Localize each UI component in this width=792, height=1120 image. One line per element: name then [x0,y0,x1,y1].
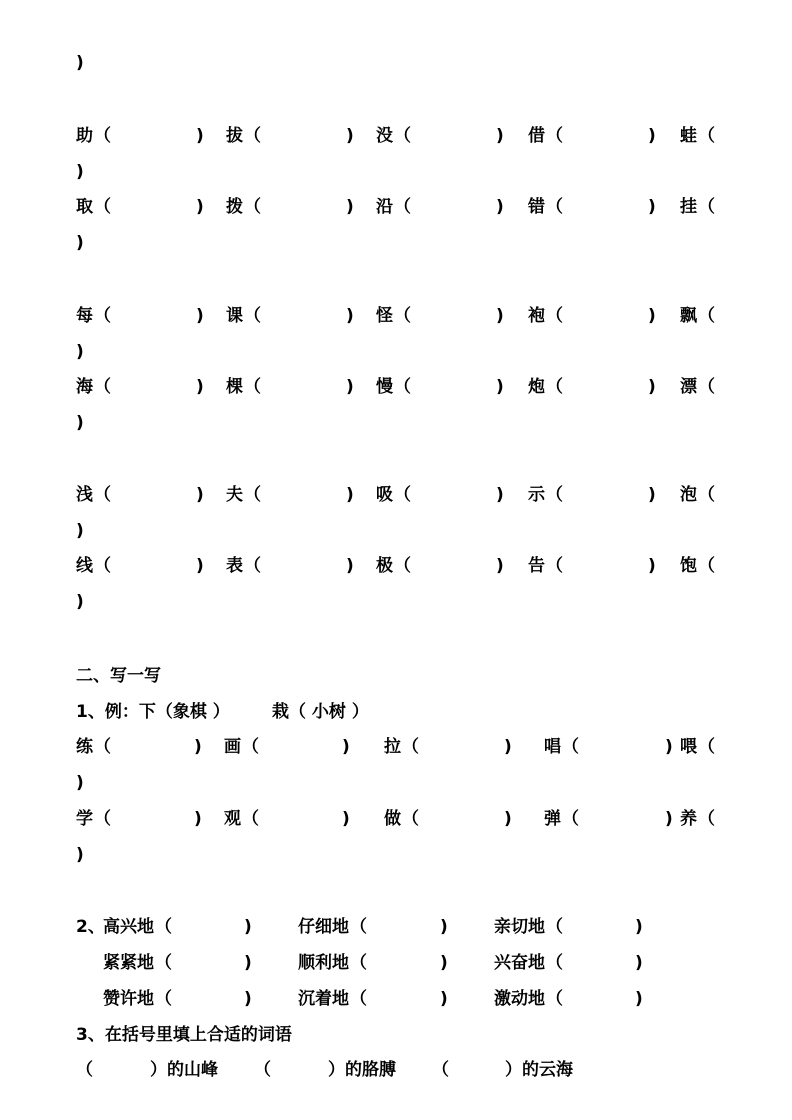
close-paren: ) [244,917,252,937]
close-paren: ) [648,126,656,146]
char-prompt: 吸 [376,485,393,505]
close-paren: ) [196,556,204,576]
close-paren: ) [196,126,204,146]
char-prompt: 极 [376,556,393,576]
char-prompt: 慢 [376,377,393,397]
close-paren: ) [346,197,354,217]
char-prompt: 唱 [544,737,561,757]
open-paren: （ [698,737,715,757]
close-paren: ) [196,197,204,217]
close-paren: ) [196,377,204,397]
char-prompt: 借 [528,126,545,146]
char-prompt: 错 [528,197,545,217]
close-paren: ) [342,809,350,829]
close-paren: ) [196,306,204,326]
close-paren: ) [496,126,504,146]
close-paren: ) [440,953,448,973]
char-prompt: 取 [76,197,93,217]
open-paren: （ [546,917,563,937]
char-prompt: 学 [76,809,93,829]
continued-paren: ) [76,53,84,73]
close-paren: ) [244,953,252,973]
close-paren: ) [496,556,504,576]
open-paren: （ [350,917,367,937]
open-paren: （ [350,989,367,1009]
open-paren: （ [244,197,261,217]
open-paren: （ [394,377,411,397]
wrapped-close-paren: ) [76,773,84,793]
close-paren: ) [496,197,504,217]
char-prompt: 怪 [376,306,393,326]
phrase-suffix: ）的胳膊 [328,1060,396,1080]
phrase-suffix: ）的山峰 [150,1060,218,1080]
close-paren: ) [496,306,504,326]
close-paren: ) [648,377,656,397]
close-paren: ) [648,556,656,576]
open-paren: （ [244,126,261,146]
open-paren: （ [546,197,563,217]
open-paren: （ [698,809,715,829]
open-paren: （ [394,485,411,505]
char-prompt: 拔 [226,126,243,146]
open-paren: （ [402,737,419,757]
open-paren: （ [155,917,172,937]
open-paren: （ [244,377,261,397]
adverb-prompt: 仔细地 [298,917,349,937]
char-prompt: 蛙 [680,126,697,146]
open-paren: （ [394,197,411,217]
char-prompt: 做 [384,809,401,829]
open-paren: （ [94,377,111,397]
open-paren: （ [432,1060,449,1080]
open-paren: （ [94,306,111,326]
close-paren: ) [635,917,643,937]
char-prompt: 示 [528,485,545,505]
phrase-suffix: ）的云海 [505,1060,573,1080]
open-paren: （ [94,556,111,576]
open-paren: （ [94,737,111,757]
open-paren: （ [698,306,715,326]
open-paren: （ [242,737,259,757]
q2-label: 2、 [76,917,105,937]
close-paren: ) [346,377,354,397]
open-paren: （ [76,1060,93,1080]
close-paren: ) [194,809,202,829]
char-prompt: 课 [226,306,243,326]
close-paren: ) [346,306,354,326]
section-heading: 二、写一写 [76,666,161,686]
close-paren: ) [496,485,504,505]
close-paren: ) [244,989,252,1009]
open-paren: （ [546,953,563,973]
close-paren: ) [665,737,673,757]
close-paren: ) [196,485,204,505]
open-paren: （ [244,485,261,505]
wrapped-close-paren: ) [76,592,84,612]
char-prompt: 泡 [680,485,697,505]
open-paren: （ [254,1060,271,1080]
open-paren: （ [546,126,563,146]
close-paren: ) [665,809,673,829]
open-paren: （ [698,556,715,576]
adverb-prompt: 赞许地 [103,989,154,1009]
char-prompt: 拨 [226,197,243,217]
close-paren: ) [504,809,512,829]
wrapped-close-paren: ) [76,342,84,362]
char-prompt: 画 [224,737,241,757]
open-paren: （ [94,809,111,829]
open-paren: （ [94,197,111,217]
open-paren: （ [546,306,563,326]
char-prompt: 沿 [376,197,393,217]
char-prompt: 弹 [544,809,561,829]
open-paren: （ [94,485,111,505]
open-paren: （ [402,809,419,829]
char-prompt: 海 [76,377,93,397]
close-paren: ) [648,197,656,217]
adverb-prompt: 沉着地 [298,989,349,1009]
close-paren: ) [496,377,504,397]
close-paren: ) [346,126,354,146]
open-paren: （ [562,737,579,757]
open-paren: （ [242,809,259,829]
open-paren: （ [546,989,563,1009]
char-prompt: 喂 [680,737,697,757]
open-paren: （ [698,126,715,146]
wrapped-close-paren: ) [76,413,84,433]
q1-example: 1、例：下（象棋 ） [76,702,230,722]
close-paren: ) [346,556,354,576]
adverb-prompt: 紧紧地 [103,953,154,973]
adverb-prompt: 高兴地 [103,917,154,937]
char-prompt: 每 [76,306,93,326]
adverb-prompt: 亲切地 [494,917,545,937]
char-prompt: 没 [376,126,393,146]
close-paren: ) [440,989,448,1009]
open-paren: （ [244,306,261,326]
wrapped-close-paren: ) [76,233,84,253]
q1-example2: 栽（ 小树 ） [272,702,369,722]
close-paren: ) [648,485,656,505]
char-prompt: 助 [76,126,93,146]
open-paren: （ [394,126,411,146]
adverb-prompt: 兴奋地 [494,953,545,973]
open-paren: （ [155,989,172,1009]
q3-label: 3、在括号里填上合适的词语 [76,1025,292,1045]
close-paren: ) [648,306,656,326]
open-paren: （ [546,556,563,576]
adverb-prompt: 顺利地 [298,953,349,973]
char-prompt: 挂 [680,197,697,217]
open-paren: （ [698,485,715,505]
char-prompt: 飘 [680,306,697,326]
adverb-prompt: 激动地 [494,989,545,1009]
char-prompt: 漂 [680,377,697,397]
char-prompt: 拉 [384,737,401,757]
open-paren: （ [562,809,579,829]
wrapped-close-paren: ) [76,162,84,182]
close-paren: ) [440,917,448,937]
char-prompt: 告 [528,556,545,576]
char-prompt: 养 [680,809,697,829]
char-prompt: 夫 [226,485,243,505]
close-paren: ) [635,953,643,973]
open-paren: （ [394,556,411,576]
open-paren: （ [546,485,563,505]
char-prompt: 棵 [226,377,243,397]
open-paren: （ [394,306,411,326]
close-paren: ) [346,485,354,505]
close-paren: ) [504,737,512,757]
wrapped-close-paren: ) [76,845,84,865]
char-prompt: 表 [226,556,243,576]
close-paren: ) [342,737,350,757]
close-paren: ) [194,737,202,757]
wrapped-close-paren: ) [76,521,84,541]
char-prompt: 线 [76,556,93,576]
char-prompt: 观 [224,809,241,829]
char-prompt: 袍 [528,306,545,326]
open-paren: （ [155,953,172,973]
char-prompt: 浅 [76,485,93,505]
open-paren: （ [94,126,111,146]
open-paren: （ [350,953,367,973]
open-paren: （ [698,377,715,397]
char-prompt: 饱 [680,556,697,576]
open-paren: （ [244,556,261,576]
close-paren: ) [635,989,643,1009]
open-paren: （ [698,197,715,217]
char-prompt: 炮 [528,377,545,397]
open-paren: （ [546,377,563,397]
char-prompt: 练 [76,737,93,757]
